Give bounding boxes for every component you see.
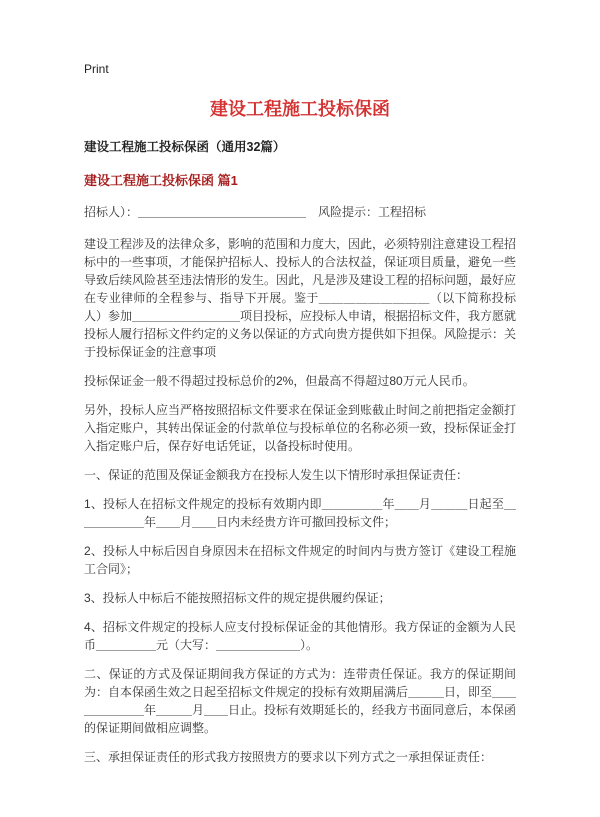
document-subtitle: 建设工程施工投标保函（通用32篇） <box>84 140 286 155</box>
paragraph-deposit-limit: 投标保证金一般不得超过投标总价的2%，但最高不得超过80万元人民币。 <box>84 374 475 389</box>
paragraph-condition-1: 1、投标人在招标文件规定的投标有效期内即＿＿＿＿＿年＿＿月＿＿＿日起至＿＿＿＿＿＿年＿＿月＿＿日内未经贵方许可撤回投标文件； <box>84 497 516 530</box>
paragraph-guarantee-method: 二、保证的方式及保证期间我方保证的方式为：连带责任保证。我方的保证期间为：自本保函生效之日起至招标文件规定的投标有效期届满后＿＿＿日，即至＿＿＿＿＿＿＿年＿＿＿月＿＿日止。投标有效期延长的，经我方书面同意后，本保函的保证期间做相应调整。 <box>84 667 517 736</box>
paragraph-risk-intro: 建设工程涉及的法律众多，影响的范围和力度大，因此，必须特别注意建设工程招标中的一些事项，才能保护招标人、投标人的合法权益，保证项目质量，避免一些导致后续风险甚至违法情形的发生。因此，凡是涉及建设工程的招标问题，最好应在专业律师的全程参与、指导下开展。鉴于＿＿＿＿＿＿＿＿＿（以下简称投标人）参加＿＿＿＿＿＿＿＿＿项目投标，应投标人申请，根据招标文件，我方愿就投标人履行招标文件约定的义务以保证的方式向贵方提供如下担保。风险提示：关于投标保证金的注意事项 <box>84 237 517 360</box>
paragraph-guarantee-scope-heading: 一、保证的范围及保证金额我方在投标人发生以下情形时承担保证责任： <box>84 468 469 483</box>
paragraph-condition-2: 2、投标人中标后因自身原因未在招标文件规定的时间内与贵方签订《建设工程施工合同》； <box>84 544 516 577</box>
paragraph-condition-4: 4、招标文件规定的投标人应支付投标保证金的其他情形。我方保证的金额为人民币＿＿＿＿＿元（大写：＿＿＿＿＿＿＿）。 <box>84 620 516 653</box>
print-link[interactable]: Print <box>84 62 109 76</box>
paragraph-deposit-note: 另外，投标人应当严格按照招标文件要求在保证金到账截止时间之前把指定金额打入指定账户，其转出保证金的付款单位与投标单位的名称必须一致，投标保证金打入指定账户后，保存好电话凭证，以备投标时使用。 <box>84 403 517 454</box>
paragraph-condition-3: 3、投标人中标后不能按照招标文件的规定提供履约保证； <box>84 591 391 606</box>
document-title: 建设工程施工投标保函 <box>210 99 390 119</box>
paragraph-guarantee-form-heading: 三、承担保证责任的形式我方按照贵方的要求以下列方式之一承担保证责任： <box>84 750 493 765</box>
paragraph-bidder-blank-line: 招标人）：＿＿＿＿＿＿＿＿＿＿＿＿＿＿ 风险提示：工程招标 <box>84 205 427 220</box>
section-heading-part1: 建设工程施工投标保函 篇1 <box>84 172 238 188</box>
